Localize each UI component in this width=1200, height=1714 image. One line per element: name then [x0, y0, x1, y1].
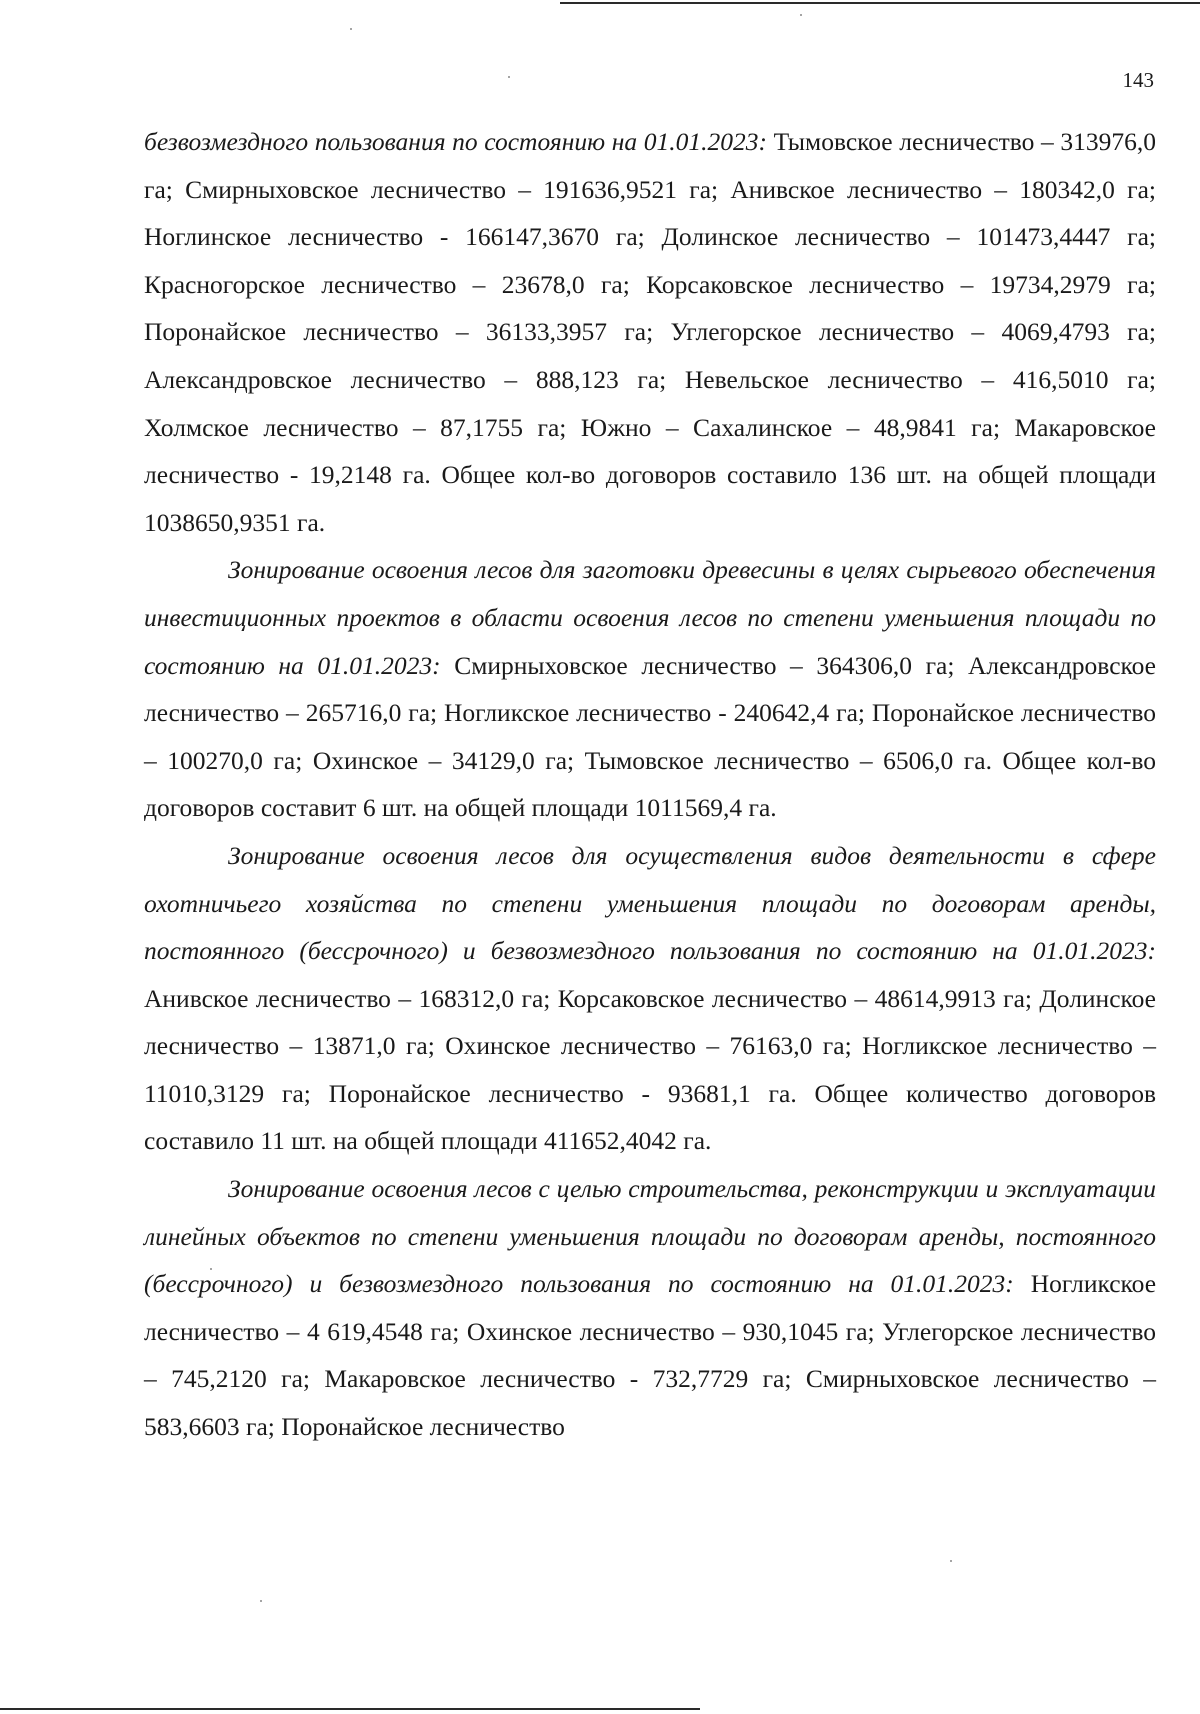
document-body	[144, 118, 1156, 1451]
scan-speck	[350, 28, 352, 30]
paragraph-3	[144, 832, 1156, 1165]
page-number: 143	[1122, 68, 1154, 92]
paragraph-3-text: Анивское лесничество – 168312,0 га; Корсаковское лесничество – 48614,9913 га; Долинское лесничество – 13871,0 га; Охинское лесничество – 76163,0 га; Ногликское лесничество – 11010,3129 га; Поронайское лесничество - 93681,1 га. Общее количество договоров составило 11 шт. на общей площади 411652,4042 га.	[144, 983, 1156, 1156]
scan-speck	[260, 1600, 262, 1602]
scan-speck	[800, 14, 802, 16]
scan-edge-top	[560, 2, 1200, 4]
paragraph-4	[144, 1165, 1156, 1451]
scan-speck	[950, 1560, 952, 1562]
paragraph-3-heading: Зонирование освоения лесов для осуществления видов деятельности в сфере охотничьего хозяйства по степени уменьшения площади по договорам аренды, постоянного (бессрочного) и безвозмездного пользования по состоянию на 01.01.2023:	[144, 840, 1156, 966]
paragraph-4-heading: Зонирование освоения лесов с целью строительства, реконструкции и эксплуатации линейных объектов по степени уменьшения площади по договорам аренды, постоянного (бессрочного) и безвозмездного пользования по состоянию на 01.01.2023:	[144, 1174, 1156, 1299]
paragraph-4-text: Ногликское лесничество – 4 619,4548 га; Охинское лесничество – 930,1045 га; Углегорское лесничество – 745,2120 га; Макаровское лесничество - 732,7729 га; Смирныховское лесничество – 583,6603 га; Поронайское лесничество	[144, 1269, 1157, 1442]
paragraph-2	[144, 546, 1156, 832]
paragraph-1-text: Тымовское лесничество – 313976,0 га; Смирныховское лесничество – 191636,9521 га; Анивское лесничество – 180342,0 га; Ноглинское лесничество - 166147,3670 га; Долинское лесничество – 101473,4447 га; Красногорское лесничество – 23678,0 га; Корсаковское лесничество – 19734,2979 га; Поронайское лесничество – 36133,3957 га; Углегорское лесничество – 4069,4793 га; Александровское лесничество – 888,123 га; Невельское лесничество – 416,5010 га; Холмское лесничество – 87,1755 га; Южно – Сахалинское – 48,9841 га; Макаровское лесничество - 19,2148 га. Общее кол-во договоров составило 136 шт. на общей площади 1038650,9351 га.	[144, 127, 1157, 537]
scan-edge-bottom	[0, 1708, 700, 1710]
paragraph-1-heading: безвозмездного пользования по состоянию на 01.01.2023:	[144, 127, 767, 156]
paragraph-2-heading: Зонирование освоения лесов для заготовки древесины в целях сырьевого обеспечения инвестиционных проектов в области освоения лесов по степени уменьшения площади по состоянию на 01.01.2023:	[144, 555, 1156, 680]
paragraph-1	[144, 118, 1156, 546]
paragraph-2-text: Смирныховское лесничество – 364306,0 га; Александровское лесничество – 265716,0 га; Ногликское лесничество - 240642,4 га; Поронайское лесничество – 100270,0 га; Охинское – 34129,0 га; Тымовское лесничество – 6506,0 га. Общее кол-во договоров составит 6 шт. на общей площади 1011569,4 га.	[144, 650, 1156, 823]
scan-speck	[508, 76, 510, 78]
